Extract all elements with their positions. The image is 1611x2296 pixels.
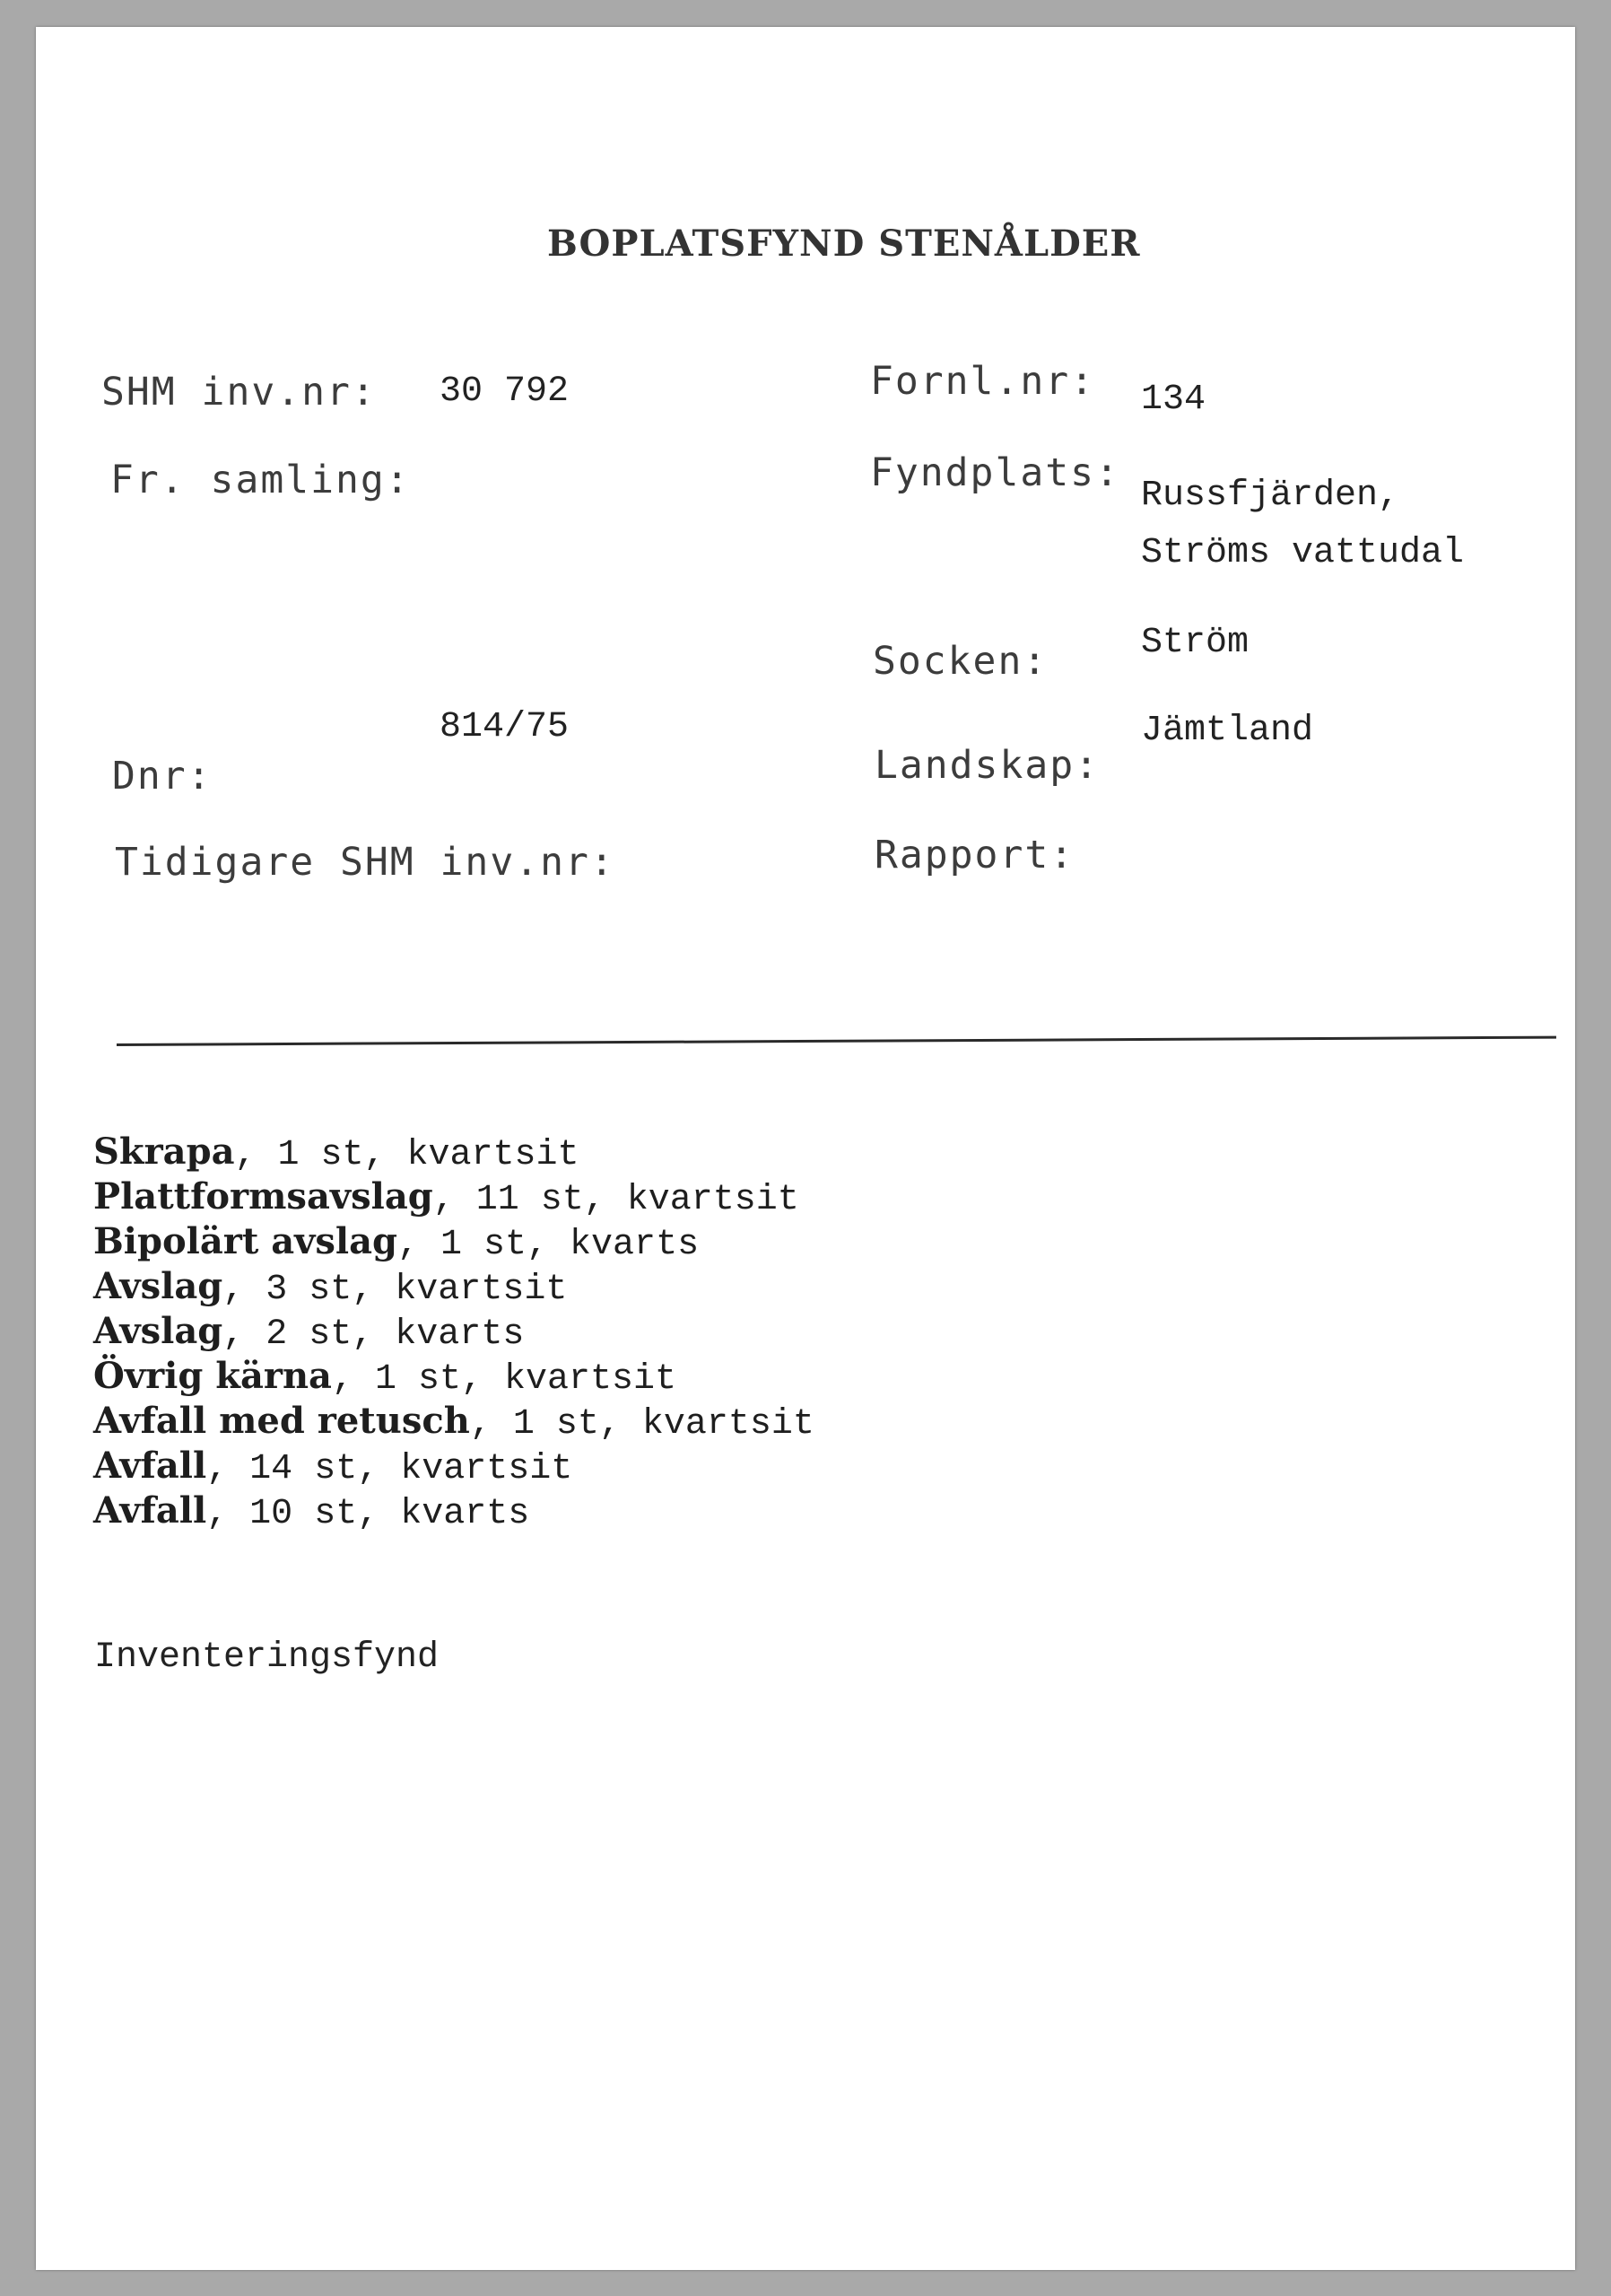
landskap-label: Landskap:	[875, 743, 1100, 788]
find-item-detail: , 1 st, kvarts	[397, 1225, 700, 1265]
socken-value: Ström	[1141, 623, 1250, 663]
dnr-label: Dnr:	[112, 754, 213, 799]
find-item-name: Avfall	[93, 1445, 207, 1487]
find-item-name: Bipolärt avslag	[93, 1220, 398, 1262]
find-item	[93, 1355, 676, 1400]
rapport-label: Rapport:	[875, 833, 1075, 877]
find-item-detail: , 3 st, kvartsit	[222, 1270, 568, 1310]
landskap-value: Jämtland	[1141, 711, 1314, 751]
find-item	[93, 1400, 814, 1445]
find-item-name: Avfall	[93, 1489, 207, 1532]
find-item-detail: , 10 st, kvarts	[206, 1494, 530, 1534]
find-item	[93, 1310, 524, 1355]
fyndplats-label: Fyndplats:	[870, 450, 1120, 495]
find-item-name: Avslag	[93, 1265, 223, 1307]
dnr-value: 814/75	[440, 707, 570, 747]
find-item	[93, 1489, 529, 1534]
card-title: BOPLATSFYND STENÅLDER	[547, 223, 1141, 265]
shm-inv-value: 30 792	[440, 371, 570, 412]
find-item	[93, 1175, 799, 1220]
find-item	[93, 1220, 699, 1265]
find-item	[93, 1445, 572, 1489]
find-item-detail: , 1 st, kvartsit	[234, 1135, 579, 1175]
find-item-detail: , 1 st, kvartsit	[331, 1359, 677, 1400]
find-item-name: Övrig kärna	[93, 1355, 332, 1397]
find-item	[93, 1265, 567, 1310]
fyndplats-value-line1: Russfjärden,	[1141, 476, 1400, 516]
fornl-value: 134	[1141, 380, 1206, 420]
find-item-name: Avfall med retusch	[93, 1400, 470, 1442]
footer-note: Inventeringsfynd	[94, 1637, 440, 1678]
find-item-name: Avslag	[93, 1310, 223, 1352]
fornl-label: Fornl.nr:	[870, 359, 1095, 404]
find-item-name: Skrapa	[93, 1131, 235, 1173]
fr-samling-label: Fr. samling:	[110, 458, 411, 502]
find-item-detail: , 1 st, kvartsit	[469, 1404, 814, 1445]
find-item-detail: , 11 st, kvartsit	[432, 1180, 799, 1220]
shm-inv-label: SHM inv.nr:	[101, 370, 377, 415]
fyndplats-value-line2: Ströms vattudal	[1141, 533, 1465, 573]
find-item-name: Plattformsavslag	[93, 1175, 433, 1218]
tidigare-shm-label: Tidigare SHM inv.nr:	[115, 840, 615, 885]
find-item-detail: , 14 st, kvartsit	[206, 1449, 573, 1489]
socken-label: Socken:	[873, 639, 1049, 684]
find-item-detail: , 2 st, kvarts	[222, 1314, 525, 1355]
find-item	[93, 1131, 579, 1175]
